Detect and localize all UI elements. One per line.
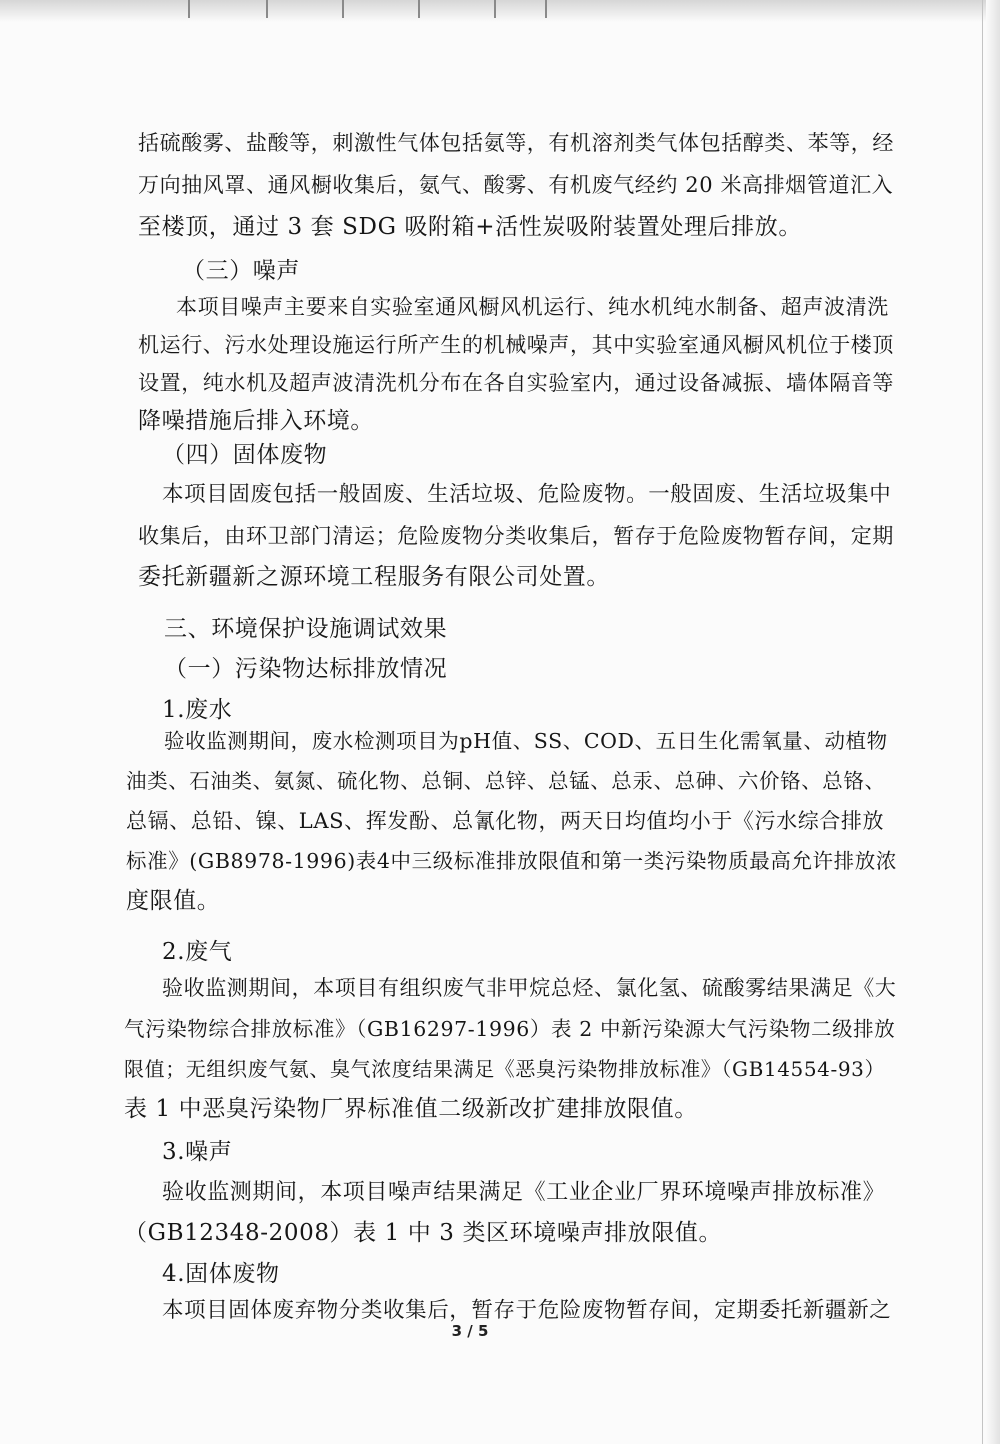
section-heading: （四）固体废物 [162, 442, 328, 468]
body-text-line: 度限值。 [126, 888, 221, 914]
subsection-heading: 4.固体废物 [162, 1261, 280, 1287]
body-text-line: 本项目固体废弃物分类收集后，暂存于危险废物暂存间，定期委托新疆新之 [162, 1298, 892, 1323]
scan-top-edge [0, 0, 1000, 22]
body-text-line: （GB12348-2008）表 1 中 3 类区环境噪声排放限值。 [124, 1220, 723, 1246]
body-text-line: 至楼顶，通过 3 套 SDG 吸附箱+活性炭吸附装置处理后排放。 [138, 214, 802, 240]
body-text-line: 油类、石油类、氨氮、硫化物、总铜、总锌、总锰、总汞、总砷、六价铬、总铬、 [126, 769, 886, 793]
body-text-line: 验收监测期间，本项目有组织废气非甲烷总烃、氯化氢、硫酸雾结果满足《大 [162, 976, 897, 1000]
body-text-line: 万向抽风罩、通风橱收集后，氨气、酸雾、有机废气经约 20 米高排烟管道汇入 [138, 173, 894, 197]
body-text-line: 验收监测期间，本项目噪声结果满足《工业企业厂界环境噪声排放标准》 [162, 1180, 886, 1205]
body-text-line: 气污染物综合排放标准》（GB16297-1996）表 2 中新污染源大气污染物二级排放 [124, 1017, 896, 1041]
body-text-line: 验收监测期间，废水检测项目为pH值、SS、COD、五日生化需氧量、动植物 [164, 729, 888, 753]
scan-right-edge [986, 0, 1000, 1444]
body-text-line: 机运行、污水处理设施运行所产生的机械噪声，其中实验室通风橱风机位于楼顶 [138, 333, 894, 357]
subsection-heading: 3.噪声 [162, 1139, 233, 1165]
subsection-heading: 2.废气 [162, 939, 233, 965]
body-text-line: 设置，纯水机及超声波清洗机分布在各自实验室内，通过设备减振、墙体隔音等 [138, 371, 894, 395]
body-text-line: 降噪措施后排入环境。 [138, 408, 374, 434]
body-text-line: 标准》(GB8978-1996)表4中三级标准排放限值和第一类污染物质最高允许排放浓 [126, 849, 897, 873]
body-text-line: 总镉、总铅、镍、LAS、挥发酚、总氰化物，两天日均值均小于《污水综合排放 [126, 809, 885, 833]
page-number: 3 / 5 [451, 1322, 489, 1340]
subsection-heading: 1.废水 [162, 697, 233, 723]
body-text-line: 限值；无组织废气氨、臭气浓度结果满足《恶臭污染物排放标准》（GB14554-93） [124, 1057, 886, 1081]
body-text-line: 表 1 中恶臭污染物厂界标准值二级新改扩建排放限值。 [124, 1096, 698, 1122]
page-border-line [982, 0, 983, 1444]
section-heading: 三、环境保护设施调试效果 [164, 616, 448, 642]
section-heading: （一）污染物达标排放情况 [164, 656, 448, 682]
section-heading: （三）噪声 [182, 258, 300, 284]
body-text-line: 本项目噪声主要来自实验室通风橱风机运行、纯水机纯水制备、超声波清洗 [176, 295, 889, 319]
body-text-line: 括硫酸雾、盐酸等，刺激性气体包括氨等，有机溶剂类气体包括醇类、苯等，经 [138, 131, 894, 155]
body-text-line: 委托新疆新之源环境工程服务有限公司处置。 [138, 564, 610, 590]
body-text-line: 本项目固废包括一般固废、生活垃圾、危险废物。一般固废、生活垃圾集中 [162, 482, 892, 507]
body-text-line: 收集后，由环卫部门清运；危险废物分类收集后，暂存于危险废物暂存间，定期 [138, 524, 894, 548]
